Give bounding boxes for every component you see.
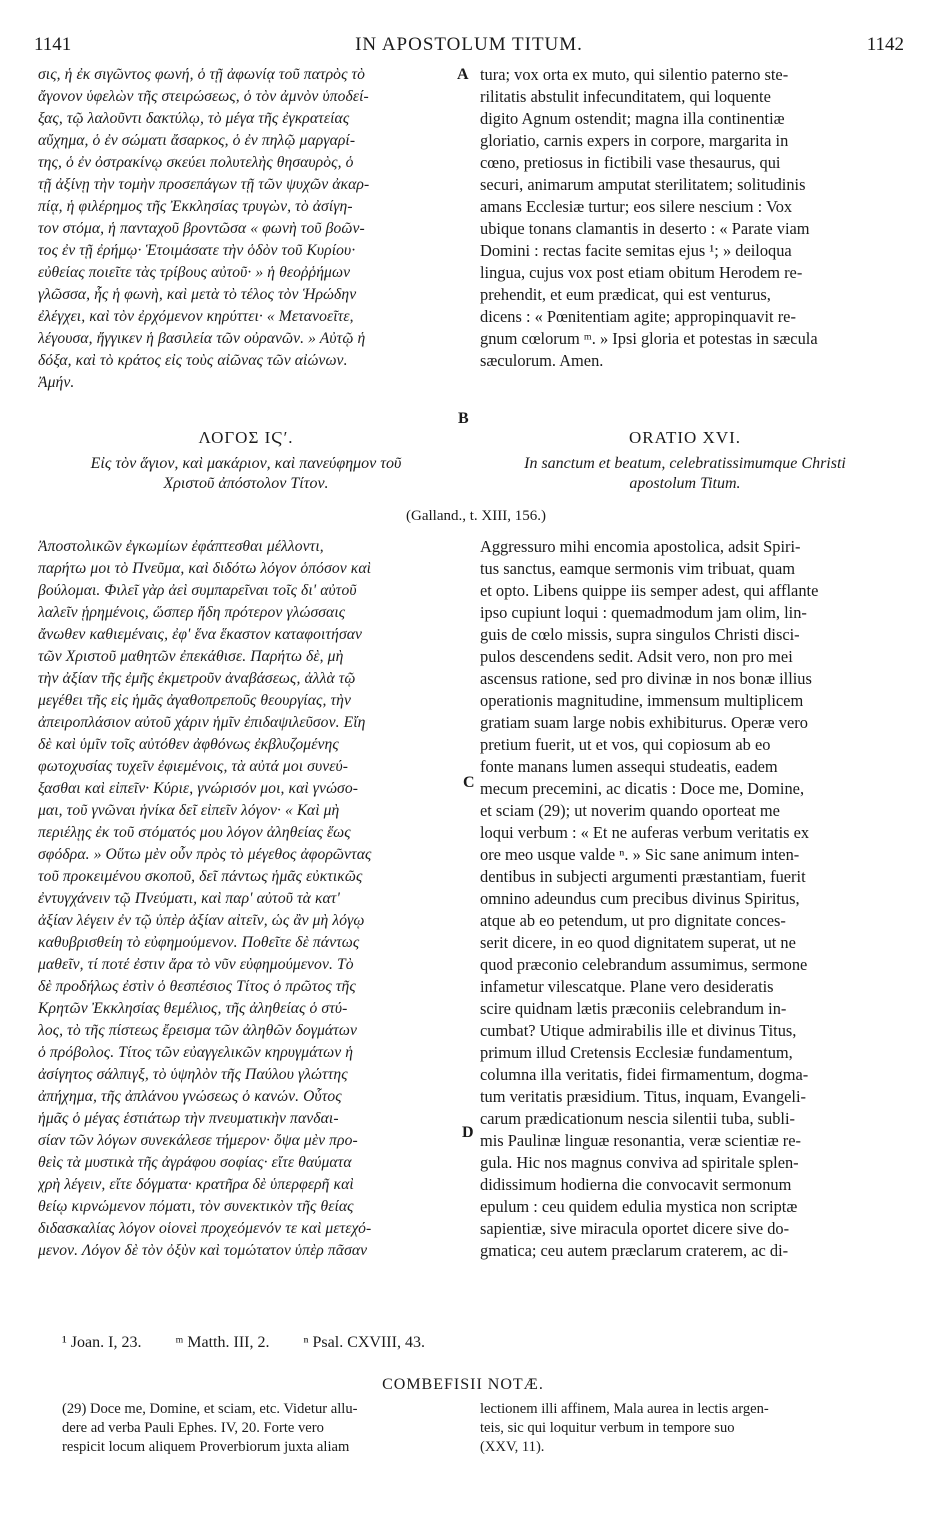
greek-subtitle-1: Εἰς τὸν ἅγιον, καὶ μακάριον, καὶ πανεύφημον τοῦ: [90, 455, 402, 472]
latin-text-line: serit dicere, in eo quod dignitatem superat, ut ne: [480, 933, 796, 952]
latin-text-line: atque ab eo petendum, ut pro dignitate conces-: [480, 911, 786, 930]
greek-text-line: πίᾳ, ἡ φιλέρημος τῆς Ἐκκλησίας τρυγὼν, τὸ ἀσίγη-: [38, 198, 353, 215]
latin-text-line: amans Ecclesiæ turtur; eos silere nescium : Vox: [480, 197, 793, 216]
latin-text-line: lingua, cujus vox post etiam obitum Herodem re-: [480, 263, 803, 282]
latin-text-line: securi, animarum amputat sterilitatem; solitudinis: [480, 175, 806, 194]
latin-text-line: carum prædicationum nescia silentii tuba, subli-: [480, 1109, 795, 1128]
greek-text-line: τον στόμα, ἡ πανταχοῦ βροντῶσα « φωνὴ τοῦ βοῶν-: [38, 220, 365, 237]
latin-text-line: tura; vox orta ex muto, qui silentio paterno ste-: [480, 65, 789, 84]
latin-text-line: rilitatis abstulit infecunditatem, qui loquente: [480, 87, 771, 106]
greek-text-line: δὲ καὶ ὑμῖν τοῖς αὐτόθεν ἀφθόνως ἐκβλυζομένης: [38, 736, 339, 753]
latin-text-line: mis Paulinæ linguæ resonantia, veræ scientiæ re-: [480, 1131, 801, 1150]
greek-text-line: ξας, τῷ λαλοῦντι δακτύλῳ, τὸ μέγα τῆς ἐγκρατείας: [38, 110, 350, 127]
note-right-column: [480, 1400, 890, 1457]
greek-text-line: ἀπειροπλάσιον αὐτοῦ χάριν ἡμῖν ἐπιδαψιλεῦσον. Εἴη: [38, 714, 366, 731]
footnote-references: [62, 1334, 455, 1352]
greek-heading: [38, 428, 454, 494]
greek-text-line: ἡμᾶς ὁ μέγας ἑστιάτωρ τὴν πνευματικὴν πανδαι-: [38, 1110, 339, 1127]
greek-text-line: σφόδρα. » Οὕτω μὲν οὖν πρὸς τὸ μέγεθος ἀφορῶντας: [38, 846, 372, 863]
greek-text-line: Ἀμήν.: [38, 374, 75, 391]
greek-text-line: ξασθαι καὶ εἰπεῖν· Κύριε, γνώρισόν μοι, καὶ γνώσο-: [38, 780, 359, 797]
greek-text-line: εὐθείας ποιεῖτε τὰς τρίβους αὐτοῦ· » ἡ θεοῤῥήμων: [38, 264, 351, 281]
latin-text-line: gnum cœlorum ᵐ. » Ipsi gloria et potestas in sæcula: [480, 329, 818, 348]
greek-text-line: τοῦ προκειμένου σκοποῦ, δεῖ πάντως ἡμᾶς εὐκτικῶς: [38, 868, 363, 885]
greek-text-line: λαλεῖν ᾑρημένοις, ὥσπερ ἤδη πρότερον γλώσσαις: [38, 604, 346, 621]
latin-heading: [476, 428, 894, 494]
latin-subtitle-1: In sanctum et beatum, celebratissimumque Christi: [524, 455, 846, 472]
greek-column-top: [38, 64, 454, 394]
latin-text-line: didissimum hodierna die convocavit sermonum: [480, 1175, 792, 1194]
latin-text-line: operationis magnitudine, immensum multiplicem: [480, 691, 804, 710]
greek-text-line: ἀπήχημα, τῆς ἀπλάνου γνώσεως ὁ κανών. Οὗτος: [38, 1088, 342, 1105]
latin-text-line: gula. Hic nos magnus conviva ad spiritale splen-: [480, 1153, 799, 1172]
latin-text-line: cumbat? Utique admirabilis ille et divinus Titus,: [480, 1021, 797, 1040]
latin-text-line: ipso cupiunt loqui : quemadmodum jam olim, lin-: [480, 603, 807, 622]
greek-text-line: της, ὁ ἐν ὀστρακίνῳ σκεύει πολυτελὴς θησαυρὸς, ὁ: [38, 154, 354, 171]
running-title: IN APOSTOLUM TITUM.: [355, 34, 583, 55]
margin-marker-c: C: [463, 774, 475, 791]
greek-text-line: τὴν ἀξίαν τῆς ἐμῆς ἐκμετροῦν ἀναβάσεως, ἀλλὰ τῷ: [38, 670, 356, 687]
greek-title: ΛΟΓΟΣ ΙϚʹ.: [198, 428, 294, 447]
greek-text-line: μαι, τοῦ γνῶναι ἡνίκα δεῖ εἰπεῖν λόγον· « Καὶ μὴ: [38, 802, 340, 819]
latin-text-line: Domini : rectas facite semitas ejus ¹; » deiloqua: [480, 241, 792, 260]
greek-text-line: διδασκαλίας λόγον οἱονεὶ προχεόμενόν τε καὶ μετεχό-: [38, 1220, 372, 1237]
running-header: [34, 34, 904, 58]
latin-column-top: [480, 64, 888, 372]
greek-text-line: ἄνωθεν καθιεμέναις, ἐφ' ἕνα ἕκαστον καταφοιτήσαν: [38, 626, 363, 643]
latin-text-line: guis de cœlo missis, supra singulos Christi disci-: [480, 625, 800, 644]
latin-title: ORATIO XVI.: [628, 428, 742, 447]
latin-text-line: Aggressuro mihi encomia apostolica, adsit Spiri-: [480, 537, 801, 556]
footnote-ref: ¹ Joan. I, 23.: [62, 1334, 142, 1351]
greek-text-line: σίαν τῶν λόγων συνεκάλεσε τήμερον· ὄψα μὲν προ-: [38, 1132, 358, 1149]
greek-text-line: μαθεῖν, τί ποτέ ἐστιν ἄρα τὸ νῦν εὐφημούμενον. Τὸ: [38, 956, 354, 973]
latin-text-line: gmatica; ceu autem præclarum craterem, ac di-: [480, 1241, 789, 1260]
latin-text-line: gloriatio, carnis expers in corpore, margarita in: [480, 131, 789, 150]
latin-text-line: infametur vilescatque. Plane vero desideratis: [480, 977, 774, 996]
greek-text-line: τος ἐν τῇ ἐρήμῳ· Ἑτοιμάσατε τὴν ὁδὸν τοῦ Κυρίου·: [38, 242, 356, 259]
greek-subtitle-2: Χριστοῦ ἀπόστολον Τίτον.: [163, 475, 329, 492]
latin-text-line: tus sanctus, eamque sermonis vim tribuat, quam: [480, 559, 796, 578]
greek-text-line: γλῶσσα, ἧς ἡ φωνὴ, καὶ μετὰ τὸ τέλος τὸν Ἡρώδην: [38, 286, 357, 303]
greek-text-line: λος, τὸ τῆς πίστεως ἔρεισμα τῶν ἀληθῶν δογμάτων: [38, 1022, 357, 1039]
latin-text-line: et sciam (29); ut noverim quando oporteat me: [480, 801, 780, 820]
latin-text-line: sæculorum. Amen.: [480, 351, 604, 370]
greek-text-line: μεγέθει τῆς εἰς ἡμᾶς ἀγαθοπρεποῦς θεουργίας, τὴν: [38, 692, 351, 709]
greek-text-line: περιέλῃς ἐκ τοῦ στόματός μου λόγον ἀληθείας ἕως: [38, 824, 351, 841]
latin-text-line: epulum : ceu quidem edulia mystica non scriptæ: [480, 1197, 798, 1216]
right-page-number: 1142: [866, 34, 904, 55]
latin-text-line: pretium fuerit, ut et vos, qui copiosum ab eo: [480, 735, 771, 754]
greek-text-line: θείῳ κιρνώμενον πόματι, τὸν συνεκτικὸν τῆς θείας: [38, 1198, 354, 1215]
left-page-number: 1141: [34, 34, 72, 55]
footnote-ref: ⁿ Psal. CXVIII, 43.: [303, 1334, 425, 1351]
greek-text-line: ἐντυγχάνειν τῷ Πνεύματι, καὶ παρ' αὐτοῦ τὰ κατ': [38, 890, 340, 907]
note-left-column: [62, 1400, 462, 1457]
note-text-line: teis, sic qui loquitur verbum in tempore suo: [480, 1420, 735, 1436]
greek-text-line: παρήτω μοι τὸ Πνεῦμα, καὶ διδότω λόγον ὁπόσον καὶ: [38, 560, 372, 577]
latin-text-line: scire quidnam lætis præconiis celebrandum in-: [480, 999, 787, 1018]
greek-text-line: δὲ προδήλως ἐστὶν ὁ θεσπέσιος Τίτος ὁ πρῶτος τῆς: [38, 978, 356, 995]
greek-text-line: φωτοχυσίας τυχεῖν ἐφιεμένοις, τὰ αὐτά μοι συνεύ-: [38, 758, 349, 775]
latin-text-line: tum veritatis præsidium. Titus, inquam, Evangeli-: [480, 1087, 806, 1106]
latin-text-line: pulos descendens sedit. Adsit vero, non pro mei: [480, 647, 793, 666]
note-text-line: respicit locum aliquem Proverbiorum juxta aliam: [62, 1439, 350, 1455]
latin-text-line: quod præconio celebrandum assumimus, sermone: [480, 955, 808, 974]
latin-text-line: columna illa veritatis, fidei firmamentum, dogma-: [480, 1065, 809, 1084]
greek-text-line: καθυβρισθείη τὸ εὐφημούμενον. Ποθεῖτε δὲ πάντως: [38, 934, 360, 951]
latin-text-line: ascensus ratione, sed pro divinæ in nos bonæ illius: [480, 669, 812, 688]
latin-text-line: cœno, pretiosus in fictibili vase thesaurus, qui: [480, 153, 781, 172]
greek-text-line: σις, ἡ ἐκ σιγῶντος φωνή, ὁ τῇ ἀφωνίᾳ τοῦ πατρὸς τὸ: [38, 66, 366, 83]
greek-text-line: ἄγονον ὑφελὼν τῆς στειρώσεως, ὁ τὸν ἀμνὸν ὑποδεί-: [38, 88, 369, 105]
greek-text-line: ἐλέγχει, καὶ τὸν ἐρχόμενον κηρύττει· « Μετανοεῖτε,: [38, 308, 354, 325]
greek-text-line: τῇ ἀξίνῃ τὴν τομὴν προσεπάγων τῇ τῶν ψυχῶν ἀκαρ-: [38, 176, 370, 193]
latin-text-line: ore meo usque valde ⁿ. » Sic sane animum inten-: [480, 845, 800, 864]
note-text-line: (XXV, 11).: [480, 1439, 545, 1455]
latin-text-line: sapientiæ, sive miracula oportet dicere sive do-: [480, 1219, 790, 1238]
latin-text-line: et opto. Libens quippe iis semper adest, qui afflante: [480, 581, 819, 600]
note-text-line: dere ad verba Pauli Ephes. IV, 20. Forte vero: [62, 1420, 324, 1436]
latin-text-line: fonte manans lumen assequi studeatis, eadem: [480, 757, 778, 776]
latin-text-line: omnino adeundus cum precibus divinus Spiritus,: [480, 889, 800, 908]
latin-text-line: dicens : « Pœnitentiam agite; appropinquavit re-: [480, 307, 796, 326]
greek-text-line: ὁ πρόβολος. Τίτος τῶν εὐαγγελικῶν κηρυγμάτων ἡ: [38, 1044, 354, 1061]
notes-heading: COMBEFISII NOTÆ.: [382, 1376, 544, 1393]
greek-text-line: Κρητῶν Ἐκκλησίας θεμέλιος, τῆς ἀληθείας ὁ στύ-: [38, 1000, 348, 1017]
greek-text-line: λέγουσα, ἤγγικεν ἡ βασιλεία τῶν οὐρανῶν. » Αὐτῷ ἡ: [38, 330, 366, 347]
latin-subtitle-2: apostolum Titum.: [629, 475, 741, 492]
greek-text-line: βούλομαι. Φιλεῖ γὰρ ἀεὶ συμπαρεῖναι τοῖς δι' αὐτοῦ: [38, 582, 357, 599]
greek-text-line: μενον. Λόγον δὲ τὸν ὀξὺν καὶ τομώτατον ὑπὲρ πᾶσαν: [38, 1242, 368, 1259]
latin-text-line: prehendit, et eum prædicat, qui est venturus,: [480, 285, 771, 304]
margin-marker-d: D: [462, 1124, 474, 1141]
margin-marker-a: A: [457, 66, 469, 83]
footnote-ref: ᵐ Matth. III, 2.: [175, 1334, 270, 1351]
note-text-line: lectionem illi affinem, Mala aurea in lectis argen-: [480, 1401, 769, 1417]
latin-column-body: [480, 536, 888, 1262]
greek-text-line: ἀξίαν λέγειν ἐν τῷ ὑπὲρ ἀξίαν αἰτεῖν, ὡς ἂν μὴ λόγῳ: [38, 912, 365, 929]
greek-column-body: [38, 536, 454, 1262]
greek-text-line: δόξα, καὶ τὸ κράτος εἰς τοὺς αἰῶνας τῶν αἰώνων.: [38, 352, 348, 369]
latin-text-line: primum illud Cretensis Ecclesiæ fundamentum,: [480, 1043, 793, 1062]
greek-text-line: ἀσίγητος σάλπιγξ, τὸ ὑψηλὸν τῆς Παύλου γλώττης: [38, 1066, 348, 1083]
greek-text-line: τῶν Χριστοῦ μαθητῶν ἐπεκάθισε. Παρήτω δὲ, μὴ: [38, 648, 344, 665]
greek-text-line: αὔχημα, ὁ ἐν σώματι ἄσαρκος, ὁ ἐν πηλῷ μαργαρί-: [38, 132, 356, 149]
latin-text-line: loqui verbum : « Et ne auferas verbum veritatis ex: [480, 823, 810, 842]
note-text-line: (29) Doce me, Domine, et sciam, etc. Videtur allu-: [62, 1401, 358, 1417]
margin-marker-b: B: [458, 410, 469, 427]
latin-text-line: gratiam suam large nobis exhibiturus. Operæ vero: [480, 713, 808, 732]
galland-reference: (Galland., t. XIII, 156.): [406, 508, 546, 524]
greek-text-line: Ἀποστολικῶν ἐγκωμίων ἐφάπτεσθαι μέλλοντι,: [38, 538, 324, 555]
latin-text-line: mecum precemini, ac dicatis : Doce me, Domine,: [480, 779, 805, 798]
greek-text-line: χρὴ λέγειν, εἴτε δόγματα· κρατῆρα δὲ ὑπερφερῆ καὶ: [38, 1176, 354, 1193]
latin-text-line: dentibus in subjecti argumenti præstantiam, fuerit: [480, 867, 806, 886]
latin-text-line: digito Agnum ostendit; magna illa continentiæ: [480, 109, 785, 128]
greek-text-line: θεὶς τὰ μυστικὰ τῆς ἀγράφου σοφίας· εἴτε θαύματα: [38, 1154, 352, 1171]
latin-text-line: ubique tonans clamantis in deserto : « Parate viam: [480, 219, 810, 238]
